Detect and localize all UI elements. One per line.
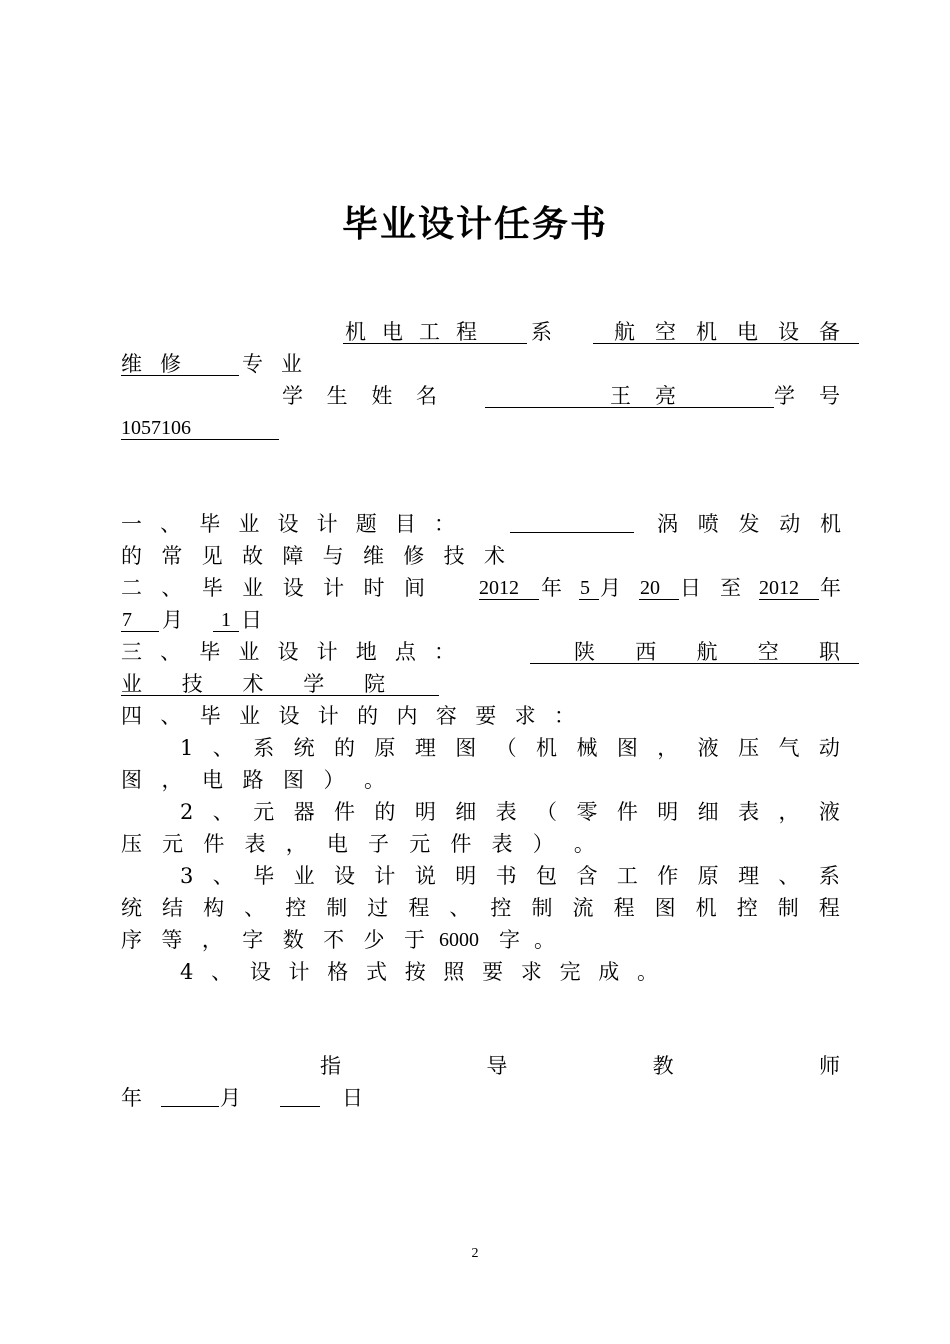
dept-underline (343, 343, 527, 344)
footer-year-char: 年 (121, 1086, 142, 1110)
student-row (121, 380, 841, 412)
item-3-line-3-part1: 序 等 ， 字 数 不 少 于 (121, 928, 425, 952)
section-1-title-part1: 涡 喷 发 动 机 (657, 512, 841, 536)
item-1-line-1: 1 、 系 统 的 原 理 图 （ 机 械 图 ， 液 压 气 动 (180, 736, 840, 760)
section-1-row (121, 508, 841, 540)
end-day-underline (213, 631, 239, 632)
start-day-underline (639, 599, 679, 600)
section-3-underline-2 (121, 695, 439, 696)
item-1-line-2: 图 ， 电 路 图 ） 。 (121, 768, 385, 792)
advisor-label: 指 导 教 师 (320, 1054, 840, 1078)
item-3-word-count: 6000 (439, 929, 479, 951)
end-year: 2012 (759, 577, 799, 599)
major-underline-1 (593, 343, 859, 344)
month-char-1: 月 (600, 576, 621, 600)
item-1-row-2 (121, 764, 841, 796)
month-char-2: 月 (162, 608, 183, 632)
section-4-row (121, 700, 841, 732)
item-2-line-1: 2 、 元 器 件 的 明 细 表 （ 零 件 明 细 表 ， 液 (180, 800, 840, 824)
student-no-underline (121, 439, 279, 440)
end-day: 1 (221, 609, 231, 631)
major-suffix: 专 业 (242, 352, 302, 376)
student-no-label: 学 号 (774, 384, 840, 408)
start-day: 20 (640, 577, 660, 599)
section-3-place-part2: 业 技 术 学 院 (121, 672, 385, 696)
end-month-underline (121, 631, 159, 632)
student-no: 1057106 (121, 417, 191, 439)
item-4-row (121, 956, 841, 988)
to-char: 至 (720, 576, 741, 600)
item-3-row-3 (121, 924, 841, 956)
student-name: 王 亮 (610, 384, 676, 408)
item-3-line-1: 3 、 毕 业 设 计 说 明 书 包 含 工 作 原 理 、 系 (180, 864, 840, 888)
section-1-label: 一 、 毕 业 设 计 题 目 ： (121, 512, 455, 536)
section-3-place-part1: 陕 西 航 空 职 (574, 640, 840, 664)
item-2-line-2: 压 元 件 表 ， 电 子 元 件 表 ） 。 (121, 832, 595, 856)
start-month: 5 (580, 577, 590, 599)
end-year-underline (759, 599, 819, 600)
section-4-label: 四 、 毕 业 设 计 的 内 容 要 求 ： (121, 704, 575, 728)
section-3-label: 三 、 毕 业 设 计 地 点 ： (121, 640, 455, 664)
section-1-underline (510, 532, 634, 533)
item-4-line-1: 4 、 设 计 格 式 按 照 要 求 完 成 。 (180, 960, 658, 984)
document-title: 毕业设计任务书 (341, 204, 608, 245)
footer-day-char: 日 (342, 1086, 363, 1110)
advisor-row (121, 1050, 841, 1082)
student-no-row (121, 412, 841, 444)
section-2-row (121, 572, 841, 604)
item-3-row (121, 860, 841, 892)
section-2-row-2 (121, 604, 841, 636)
start-month-underline (579, 599, 599, 600)
major-name-part2: 维 修 (121, 352, 181, 376)
year-char-2: 年 (820, 576, 841, 600)
item-1-row (121, 732, 841, 764)
major-underline-2 (121, 375, 239, 376)
section-1-title-part2: 的 常 见 故 障 与 维 修 技 术 (121, 544, 505, 568)
dept-suffix: 系 (531, 320, 552, 344)
footer-month-char: 月 (220, 1086, 241, 1110)
section-2-label: 二 、 毕 业 设 计 时 间 (121, 576, 425, 600)
page-number: 2 (471, 1246, 479, 1261)
footer-month-blank (280, 1106, 320, 1107)
item-2-row-2 (121, 828, 841, 860)
day-char-2: 日 (241, 608, 262, 632)
start-year-underline (479, 599, 539, 600)
start-year: 2012 (479, 577, 519, 599)
footer-year-blank (161, 1106, 219, 1107)
end-month: 7 (122, 609, 132, 631)
dept-name: 机 电 工 程 (345, 320, 477, 344)
section-3-row-2 (121, 668, 841, 700)
item-3-row-2 (121, 892, 841, 924)
student-label: 学 生 姓 名 (282, 384, 437, 408)
date-row (121, 1082, 841, 1114)
year-char-1: 年 (541, 576, 562, 600)
item-3-line-2: 统 结 构 、 控 制 过 程 、 控 制 流 程 图 机 控 制 程 (121, 896, 840, 920)
section-1-row-2 (121, 540, 841, 572)
item-2-row (121, 796, 841, 828)
section-3-underline-1 (530, 663, 859, 664)
day-char-1: 日 (680, 576, 701, 600)
major-name-part1: 航 空 机 电 设 备 (614, 320, 840, 344)
major-row (121, 348, 841, 380)
section-3-row (121, 636, 841, 668)
item-3-line-3-part2: 字 。 (499, 928, 555, 952)
dept-row (121, 316, 841, 348)
